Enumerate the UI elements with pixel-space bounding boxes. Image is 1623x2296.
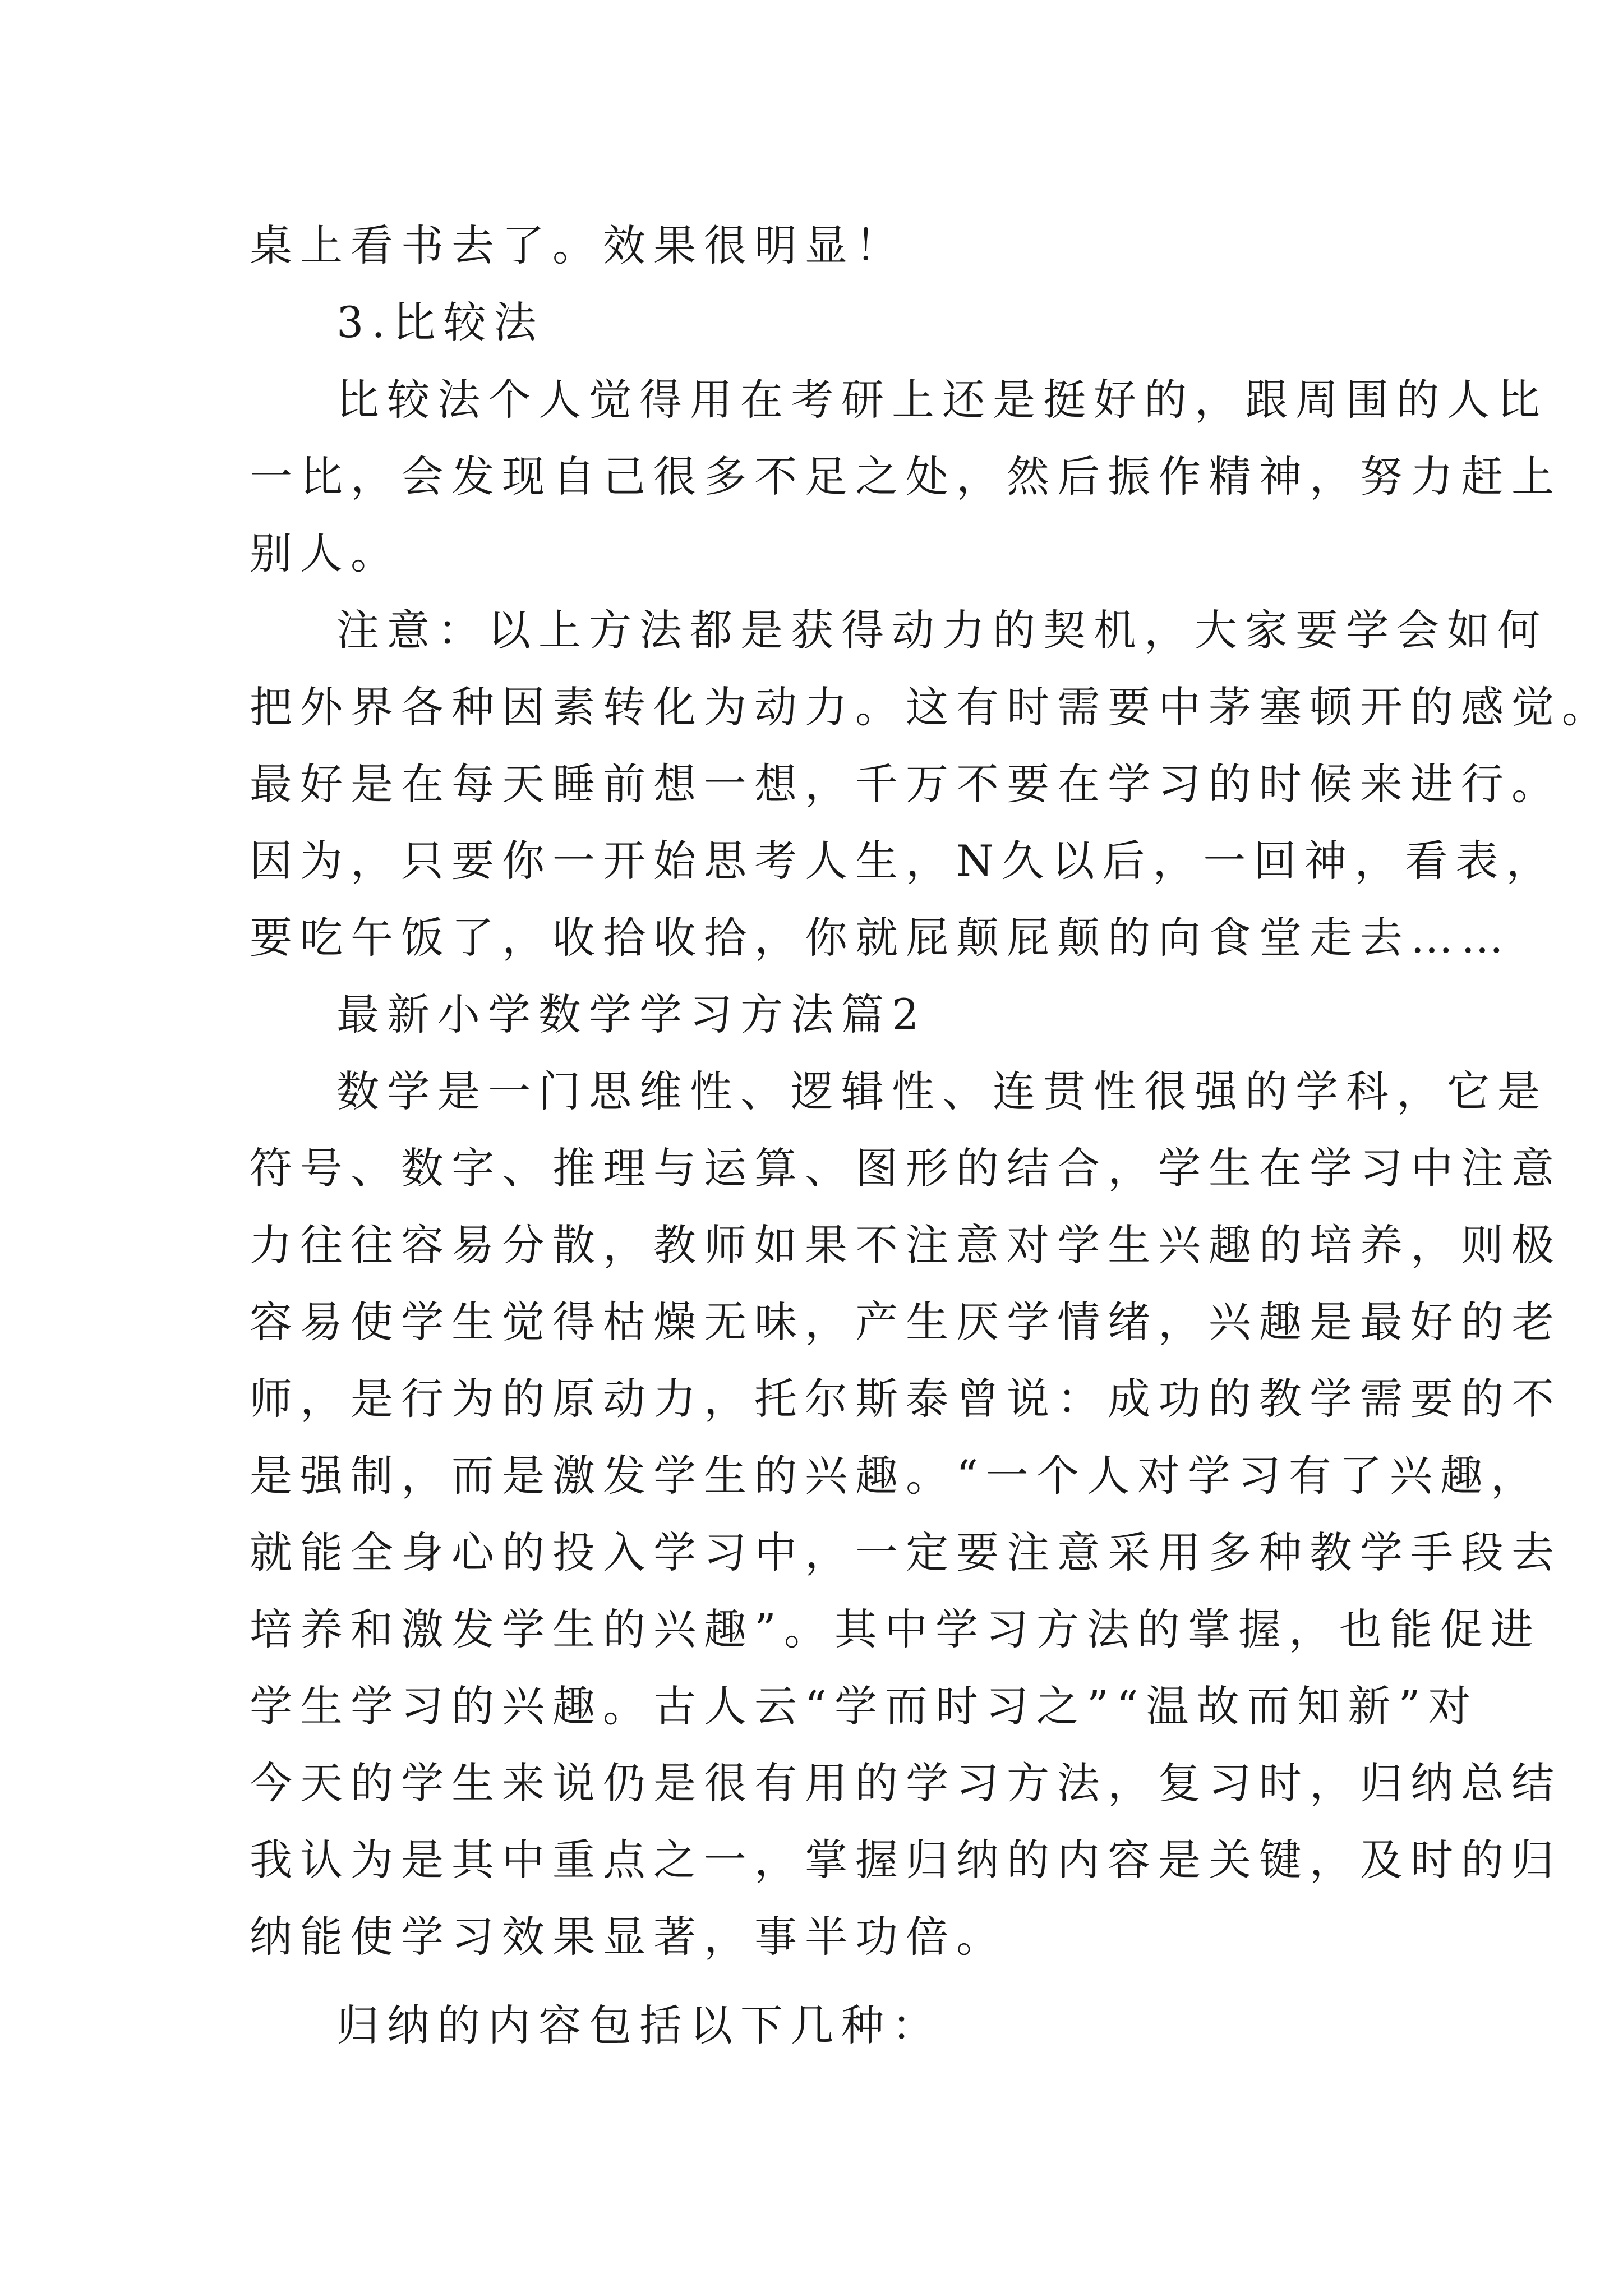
paragraph-line: 师，是行为的原动力，托尔斯泰曾说：成功的教学需要的不 — [250, 1374, 1562, 1424]
paragraph-line: 别人。 — [250, 528, 401, 578]
paragraph-line: 符号、数字、推理与运算、图形的结合，学生在学习中注意 — [250, 1143, 1562, 1193]
paragraph-line: 把外界各种因素转化为动力。这有时需要中茅塞顿开的感觉。 — [250, 682, 1612, 732]
section-heading: 最新小学数学学习方法篇2 — [336, 990, 927, 1039]
paragraph-line: 培养和激发学生的兴趣”。其中学习方法的掌握，也能促进 — [250, 1604, 1541, 1654]
paragraph-line: 纳能使学习效果显著，事半功倍。 — [250, 1912, 1007, 1962]
paragraph-line: 注意：以上方法都是获得动力的契机，大家要学会如何 — [336, 605, 1548, 655]
paragraph-line: 学生学习的兴趣。古人云“学而时习之”“温故而知新”对 — [250, 1681, 1479, 1731]
paragraph-line: 力往往容易分散，教师如果不注意对学生兴趣的培养，则极 — [250, 1220, 1562, 1270]
paragraph-line: 桌上看书去了。效果很明显！ — [250, 220, 906, 270]
paragraph-line: 数学是一门思维性、逻辑性、连贯性很强的学科，它是 — [336, 1066, 1548, 1116]
paragraph-line: 归纳的内容包括以下几种： — [336, 2000, 942, 2050]
paragraph-line: 因为，只要你一开始思考人生，N久以后，一回神，看表， — [250, 836, 1557, 886]
paragraph-line: 容易使学生觉得枯燥无味，产生厌学情绪，兴趣是最好的老 — [250, 1297, 1562, 1347]
paragraph-line: 最好是在每天睡前想一想，千万不要在学习的时候来进行。 — [250, 759, 1562, 809]
paragraph-line: 今天的学生来说仍是很有用的学习方法，复习时，归纳总结 — [250, 1758, 1562, 1808]
paragraph-line: 一比，会发现自己很多不足之处，然后振作精神，努力赶上 — [250, 452, 1562, 501]
paragraph-line: 要吃午饭了，收拾收拾，你就屁颠屁颠的向食堂走去…… — [250, 913, 1511, 963]
paragraph-line: 比较法个人觉得用在考研上还是挺好的，跟周围的人比 — [336, 375, 1548, 425]
section-heading: 3.比较法 — [336, 297, 545, 347]
paragraph-line: 就能全身心的投入学习中，一定要注意采用多种教学手段去 — [250, 1527, 1562, 1577]
paragraph-line: 是强制，而是激发学生的兴趣。“一个人对学习有了兴趣， — [250, 1451, 1541, 1501]
paragraph-line: 我认为是其中重点之一，掌握归纳的内容是关键，及时的归 — [250, 1835, 1562, 1885]
